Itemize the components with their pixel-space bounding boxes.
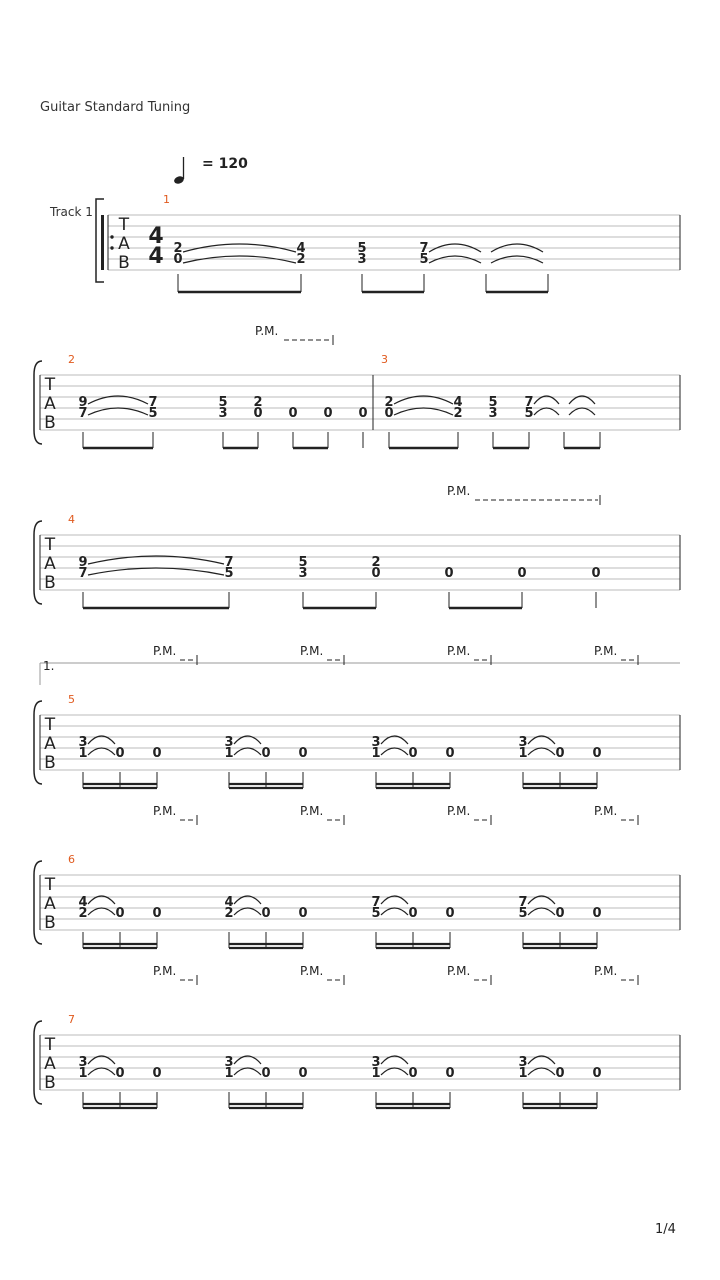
fret-number: 5 (357, 241, 367, 256)
tab-clef-letter: T (44, 875, 56, 895)
fret-number: 4 (296, 241, 306, 256)
fret-number: 2 (224, 906, 234, 921)
tab-clef-letter: T (44, 715, 56, 735)
fret-number: 0 (555, 1066, 565, 1081)
fret-number: 0 (261, 906, 271, 921)
fret-number: 9 (78, 395, 88, 410)
fret-number: 1 (78, 746, 88, 761)
tie-arc (234, 908, 261, 915)
measure-number: 4 (68, 513, 75, 526)
tie-arc (88, 1068, 115, 1075)
fret-number: 3 (224, 1055, 234, 1070)
measure-number: 1 (163, 193, 170, 206)
tab-clef-letter: A (44, 394, 56, 414)
tie-arc (394, 408, 453, 415)
measure-number: 7 (68, 1013, 75, 1026)
palm-mute-label: P.M. (300, 644, 324, 658)
fret-number: 3 (224, 735, 234, 750)
palm-mute-label: P.M. (447, 804, 471, 818)
fret-number: 7 (419, 241, 429, 256)
fret-number: 0 (445, 906, 455, 921)
fret-number: 5 (298, 555, 308, 570)
fret-number: 1 (371, 746, 381, 761)
tab-clef-letter: B (44, 573, 56, 593)
fret-number: 7 (78, 566, 88, 581)
fret-number: 2 (173, 241, 183, 256)
tab-clef-letter: B (44, 413, 56, 433)
tab-clef-letter: T (118, 215, 130, 235)
fret-number: 5 (488, 395, 498, 410)
fret-number: 9 (78, 555, 88, 570)
tab-clef-letter: T (44, 1035, 56, 1055)
tab-clef-letter: A (118, 234, 130, 254)
tie-arc (528, 1068, 555, 1075)
tie-arc (534, 408, 559, 415)
fret-number: 1 (518, 1066, 528, 1081)
fret-number: 0 (298, 1066, 308, 1081)
tab-clef-letter: A (44, 554, 56, 574)
tie-arc (528, 748, 555, 755)
tab-clef-letter: B (44, 1073, 56, 1093)
time-signature-denominator: 4 (148, 244, 164, 269)
fret-number: 3 (298, 566, 308, 581)
palm-mute-label: P.M. (255, 324, 279, 338)
track-name: Track 1 (50, 205, 93, 219)
palm-mute-label: P.M. (594, 804, 618, 818)
measure-number: 5 (68, 693, 75, 706)
fret-number: 0 (298, 906, 308, 921)
track-brace (34, 861, 42, 944)
fret-number: 7 (371, 895, 381, 910)
fret-number: 0 (408, 746, 418, 761)
measure-number: 2 (68, 353, 75, 366)
start-barline-thick (101, 215, 104, 270)
fret-number: 5 (218, 395, 228, 410)
fret-number: 4 (224, 895, 234, 910)
fret-number: 0 (408, 1066, 418, 1081)
tie-arc (569, 408, 595, 415)
fret-number: 3 (78, 735, 88, 750)
fret-number: 0 (592, 906, 602, 921)
track-brace (34, 1021, 42, 1104)
fret-number: 3 (488, 406, 498, 421)
tie-arc (381, 748, 408, 755)
tab-clef-letter: B (118, 253, 130, 273)
fret-number: 0 (591, 566, 601, 581)
fret-number: 0 (115, 1066, 125, 1081)
fret-number: 7 (518, 895, 528, 910)
tie-arc (381, 1068, 408, 1075)
palm-mute-label: P.M. (300, 964, 324, 978)
tuning-label: Guitar Standard Tuning (40, 100, 191, 115)
measure-number: 3 (381, 353, 388, 366)
fret-number: 0 (555, 746, 565, 761)
tie-arc (234, 1068, 261, 1075)
palm-mute-label: P.M. (300, 804, 324, 818)
fret-number: 3 (357, 252, 367, 267)
fret-number: 0 (444, 566, 454, 581)
tie-arc (381, 908, 408, 915)
palm-mute-label: P.M. (594, 644, 618, 658)
palm-mute-label: P.M. (153, 804, 177, 818)
fret-number: 2 (371, 555, 381, 570)
page-number: 1/4 (655, 1222, 676, 1237)
track-brace (34, 521, 42, 604)
fret-number: 2 (453, 406, 463, 421)
tie-arc (88, 748, 115, 755)
tab-clef-letter: T (44, 535, 56, 555)
fret-number: 0 (555, 906, 565, 921)
volta-label: 1. (43, 659, 55, 673)
fret-number: 0 (253, 406, 263, 421)
tie-arc (88, 408, 148, 415)
fret-number: 0 (323, 406, 333, 421)
fret-number: 2 (384, 395, 394, 410)
palm-mute-label: P.M. (594, 964, 618, 978)
repeat-dot (110, 246, 113, 249)
repeat-dot (110, 235, 113, 238)
fret-number: 7 (78, 406, 88, 421)
tie-arc (528, 908, 555, 915)
palm-mute-label: P.M. (447, 484, 471, 498)
track-brace (34, 361, 42, 444)
tie-arc (88, 568, 224, 575)
tie-arc (88, 908, 115, 915)
palm-mute-label: P.M. (447, 644, 471, 658)
tie-arc (234, 748, 261, 755)
fret-number: 7 (148, 395, 158, 410)
fret-number: 1 (78, 1066, 88, 1081)
tab-clef-letter: A (44, 894, 56, 914)
fret-number: 0 (115, 746, 125, 761)
fret-number: 0 (152, 906, 162, 921)
fret-number: 2 (296, 252, 306, 267)
fret-number: 5 (524, 406, 534, 421)
fret-number: 3 (518, 1055, 528, 1070)
measure-number: 6 (68, 853, 75, 866)
tab-clef-letter: A (44, 1054, 56, 1074)
fret-number: 0 (592, 746, 602, 761)
fret-number: 0 (261, 746, 271, 761)
fret-number: 2 (253, 395, 263, 410)
fret-number: 7 (224, 555, 234, 570)
fret-number: 0 (592, 1066, 602, 1081)
fret-number: 0 (445, 746, 455, 761)
fret-number: 0 (408, 906, 418, 921)
fret-number: 5 (224, 566, 234, 581)
palm-mute-label: P.M. (447, 964, 471, 978)
fret-number: 0 (298, 746, 308, 761)
fret-number: 3 (78, 1055, 88, 1070)
fret-number: 5 (371, 906, 381, 921)
fret-number: 3 (371, 1055, 381, 1070)
fret-number: 0 (517, 566, 527, 581)
palm-mute-label: P.M. (153, 644, 177, 658)
fret-number: 3 (518, 735, 528, 750)
fret-number: 0 (358, 406, 368, 421)
fret-number: 0 (261, 1066, 271, 1081)
tab-clef-letter: T (44, 375, 56, 395)
tab-clef-letter: B (44, 753, 56, 773)
tab-clef-letter: A (44, 734, 56, 754)
tempo-value: = 120 (202, 156, 248, 172)
palm-mute-label: P.M. (153, 964, 177, 978)
fret-number: 0 (115, 906, 125, 921)
fret-number: 4 (78, 895, 88, 910)
fret-number: 1 (224, 746, 234, 761)
fret-number: 0 (152, 746, 162, 761)
fret-number: 0 (371, 566, 381, 581)
fret-number: 1 (371, 1066, 381, 1081)
fret-number: 4 (453, 395, 463, 410)
fret-number: 3 (371, 735, 381, 750)
track-brace (34, 701, 42, 784)
fret-number: 1 (224, 1066, 234, 1081)
tab-clef-letter: B (44, 913, 56, 933)
fret-number: 5 (518, 906, 528, 921)
fret-number: 1 (518, 746, 528, 761)
fret-number: 7 (524, 395, 534, 410)
fret-number: 0 (445, 1066, 455, 1081)
fret-number: 3 (218, 406, 228, 421)
fret-number: 0 (288, 406, 298, 421)
fret-number: 5 (148, 406, 158, 421)
fret-number: 0 (152, 1066, 162, 1081)
fret-number: 0 (384, 406, 394, 421)
time-signature-numerator: 4 (148, 224, 164, 249)
fret-number: 2 (78, 906, 88, 921)
fret-number: 0 (173, 252, 183, 267)
fret-number: 5 (419, 252, 429, 267)
